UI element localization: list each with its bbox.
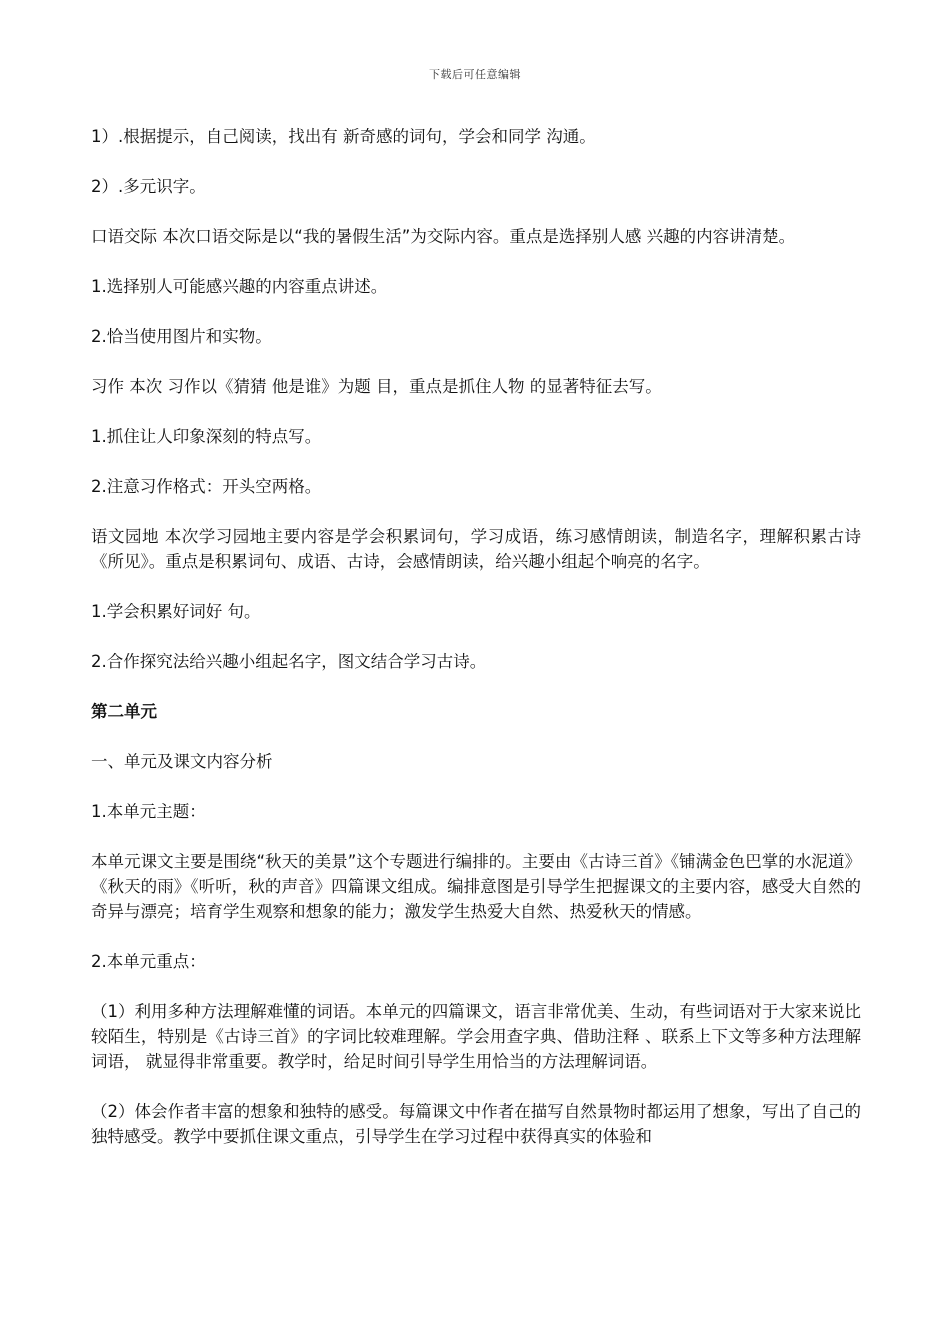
paragraph: （2）体会作者丰富的想象和独特的感受。每篇课文中作者在描写自然景物时都运用了想象，写出了自己的独特感受。教学中要抓住课文重点，引导学生在学习过程中获得真实的体验和 [91, 1102, 861, 1146]
paragraph: 2.合作探究法给兴趣小组起名字，图文结合学习古诗。 [91, 652, 487, 671]
paragraph: 2.本单元重点： [91, 952, 206, 971]
paragraph: 2）.多元识字。 [91, 177, 206, 196]
paragraph: 1.选择别人可能感兴趣的内容重点讲述。 [91, 277, 388, 296]
paragraph: 1.学会积累好词好 句。 [91, 602, 261, 621]
paragraph: 2.恰当使用图片和实物。 [91, 327, 272, 346]
paragraph: 本单元课文主要是围绕“秋天的美景”这个专题进行编排的。主要由《古诗三首》《铺满金色巴掌的水泥道》《秋天的雨》《听听，秋的声音》四篇课文组成。编排意图是引导学生把握课文的主要内容，感受大自然的奇异与漂亮；培育学生观察和想象的能力；激发学生热爱大自然、热爱秋天的情感。 [91, 852, 861, 921]
paragraph: 口语交际 本次口语交际是以“我的暑假生活”为交际内容。重点是选择别人感 兴趣的内容讲清楚。 [91, 227, 796, 246]
paragraph: 习作 本次 习作以《猜猜 他是谁》为题 目，重点是抓住人物 的显著特征去写。 [91, 377, 662, 396]
page-header: 下载后可任意编辑 [429, 68, 521, 81]
document-body [91, 124, 861, 1174]
paragraph: （1）利用多种方法理解难懂的词语。本单元的四篇课文，语言非常优美、生动，有些词语对于大家来说比较陌生，特别是《古诗三首》的字词比较难理解。学会用查字典、借助注释 、联系上下文等多种方法理解词语， 就显得非常重要。教学时，给足时间引导学生用恰当的方法理解词语。 [91, 1002, 861, 1071]
paragraph: 1）.根据提示，自己阅读，找出有 新奇感的词句，学会和同学 沟通。 [91, 127, 596, 146]
paragraph: 一、单元及课文内容分析 [91, 752, 273, 771]
section-heading: 第二单元 [91, 702, 157, 721]
paragraph: 语文园地 本次学习园地主要内容是学会积累词句，学习成语，练习感情朗读，制造名字，理解积累古诗《所见》。重点是积累词句、成语、古诗，会感情朗读，给兴趣小组起个响亮的名字。 [91, 527, 861, 571]
paragraph: 2.注意习作格式：开头空两格。 [91, 477, 322, 496]
paragraph: 1.抓住让人印象深刻的特点写。 [91, 427, 322, 446]
paragraph: 1.本单元主题： [91, 802, 206, 821]
